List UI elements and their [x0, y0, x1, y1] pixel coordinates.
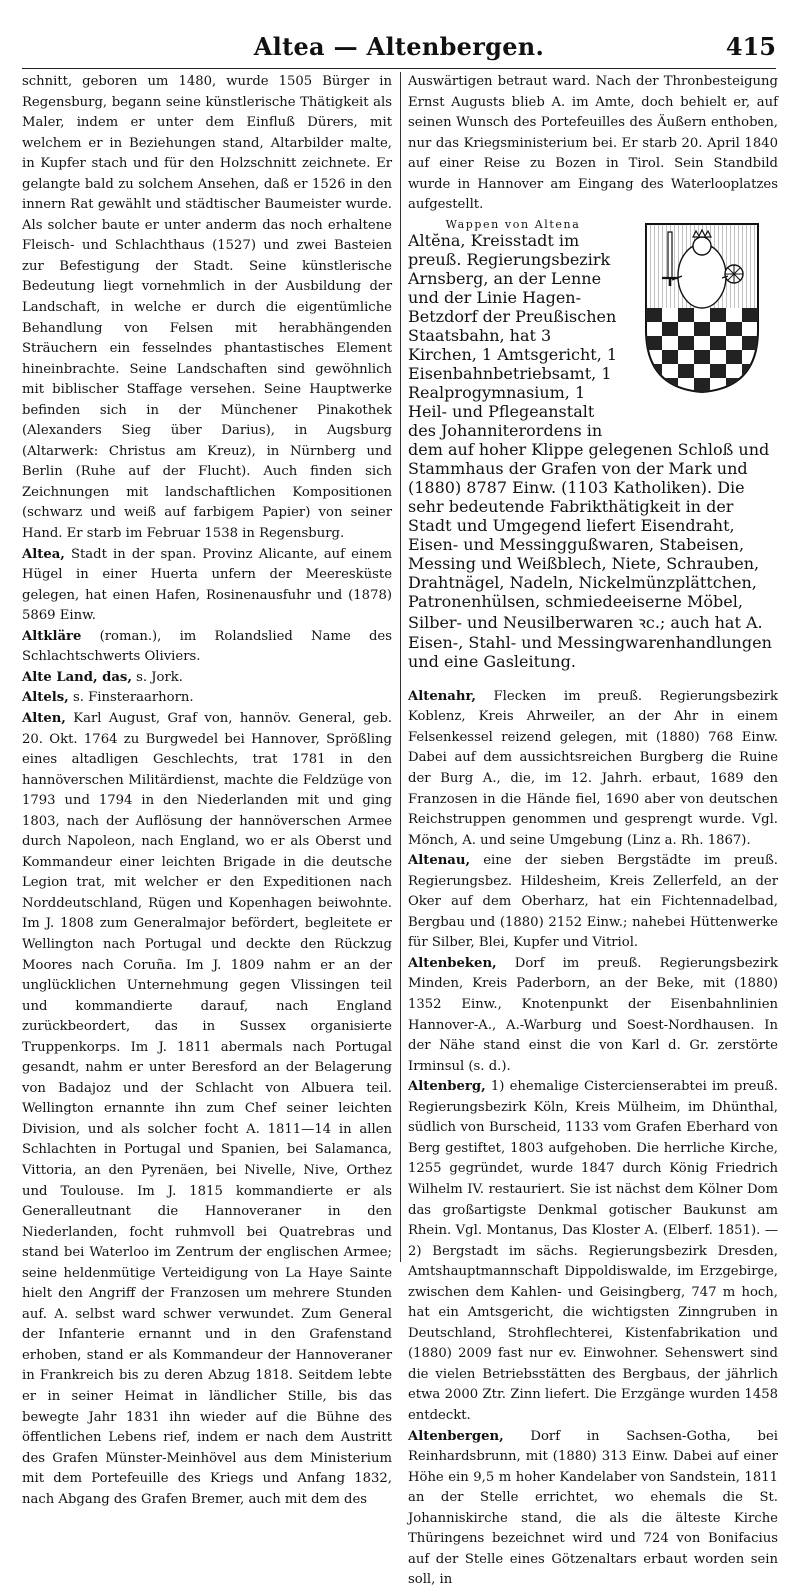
entry-alte-land: Alte Land, das, s. Jork. [22, 669, 183, 685]
headword: Altea, [22, 546, 65, 562]
headword: Altenau, [408, 853, 471, 869]
headword: Altenbeken, [408, 955, 497, 971]
coat-of-arms-figure [626, 220, 778, 420]
coat-of-arms-caption: Wappen von Altena [445, 217, 581, 231]
headword: Altels, [22, 690, 69, 706]
headword: Alte Land, das, [22, 669, 132, 685]
headword: Altenbergen, [408, 1428, 504, 1444]
column-rule [400, 72, 401, 1262]
page-number: 415 [725, 32, 776, 61]
headword: Altĕna, [408, 230, 466, 250]
entry-altea: Altea, Stadt in der span. Provinz Alicante, auf einem Hügel in einer Huerta unfern der Meeresküste gelegen, hat einen Hafen, Rosinenausfuhr und (1878) 5869 Einw. [22, 546, 392, 624]
entry-altklaere: Altkläre (roman.), im Rolandslied Name des Schlachtschwerts Oliviers. [22, 628, 392, 665]
coat-of-arms-altena-icon [642, 220, 762, 396]
entry-altenau: Altenau, eine der sieben Bergstädte im preuß. Regierungsbez. Hildesheim, Kreis Zellerfeld, an der Oker auf dem Oberharz, hat ein Fichtennadelbad, Bergbau und (1880) 2152 Einw.; nahebei Hüttenwerke für Silber, Blei, Kupfer und Vitriol. [408, 853, 778, 951]
headword: Altkläre [22, 628, 82, 644]
entry-altenbeken: Altenbeken, Dorf im preuß. Regierungsbezirk Minden, Kreis Paderborn, an der Beke, mit (1880) 1352 Einw., Knotenpunkt der Eisenbahnlinien Hannover-A., A.-Warburg und Soest-Nordhausen. In der Nähe stand einst die von Karl d. Gr. zerstörte Irminsul (s. d.). [408, 955, 778, 1074]
page-header [22, 28, 776, 69]
entry-alten: Alten, Karl August, Graf von, hannöv. General, geb. 20. Okt. 1764 zu Burgwedel bei Hannover, Sprößling eines altadligen Geschlechts, trat 1781 in den hannöverschen Militärdienst, machte die Feldzüge von 1793 und 1794 in den Niederlanden mit und ging 1803, nach der Auflösung der hannöverschen Armee durch Napoleon, nach England, wo er als Oberst und Kommandeur einer leichten Brigade in die deutsche Legion trat, mit welcher er den Expeditionen nach Norddeutschland, Rügen und Kopenhagen beiwohnte. Im J. 1808 zum Generalmajor befördert, begleitete er Wellington nach Portugal und deckte den Rückzug Moores nach Coruña. Im J. 1809 nahm er an der unglücklichen Unternehmung gegen Vlissingen teil und kommandierte darauf, nach England zurückbeordert, das in Sussex organisierte Truppenkorps. Im J. 1811 abermals nach Portugal gesandt, nahm er unter Beresford an der Belagerung von Badajoz und der Schlacht von Albuera teil. Wellington ernannte ihn zum Chef seiner leichten Division, und als solcher focht A. 1811—14 in allen Schlachten in Portugal und Spanien, bei Salamanca, Vittoria, an den Pyrenäen, bei Nivelle, Nive, Orthez und Toulouse. Im J. 1815 kommandierte er als Generalleutnant die Hannoveraner in den Niederlanden, focht ruhmvoll bei Quatrebras und stand bei Waterloo im Zentrum der englischen Armee; seine heldenmütige Verteidigung von La Haye Sainte hielt den Angriff der Franzosen um mehrere Stunden auf. A. selbst ward schwer verwundet. Zum General der Infanterie ernannt und in den Grafenstand erhoben, stand er als Kommandeur der Hannoveraner in Frankreich bis zu deren Abzug 1818. Seitdem lebte er in seiner Heimat in ländlicher Stille, bis das bewegte Jahr 1831 ihn wieder auf die Bühne des öffentlichen Lebens rief, indem er nach dem Austritt des Grafen Münster-Meinhövel aus dem Ministerium mit dem Portefeuille des Kriegs und Anfang 1832, nach Abgang des Grafen Bremer, auch mit dem des [22, 710, 392, 1507]
running-title: Altea — Altenbergen. [253, 32, 545, 61]
headword: Altenberg, [408, 1079, 486, 1095]
entry-altenberg: Altenberg, 1) ehemalige Cistercienserabtei im preuß. Regierungsbezirk Köln, Kreis Mülheim, im Dhünthal, südlich von Burscheid, 1133 vom Grafen Eberhard von Berg gestiftet, 1803 aufgehoben. Die herrliche Kirche, 1255 gegründet, wurde 1847 durch König Friedrich Wilhelm IV. restauriert. Sie ist nächst dem Kölner Dom das großartigste Denkmal gotischer Baukunst am Rhein. Vgl. Montanus, Das Kloster A. (Elberf. 1851). — 2) Bergstadt im sächs. Regierungsbezirk Dresden, Amtshauptmannschaft Dippoldiswalde, im Erzgebirge, zwischen dem Kahlen- und Geisingberg, 747 m hoch, hat ein Amtsgericht, die wichtigsten Zinngruben in Deutschland, Strohflechterei, Kistenfabrikation und (1880) 2009 fast nur ev. Einwohner. Sehenswert sind die vielen Betriebsstätten des Bergbaus, der jährlich etwa 2000 Ztr. Zinn liefert. Die Erzgänge wurden 1458 entdeckt. [408, 1079, 778, 1423]
headword: Altenahr, [408, 688, 477, 704]
headword: Alten, [22, 710, 66, 726]
text-columns [22, 72, 778, 1588]
entry-altdorfer-continued: schnitt, geboren um 1480, wurde 1505 Bürger in Regensburg, begann seine künstlerische Thätigkeit als Maler, indem er unter dem Einfluß Dürers, mit welchem er in Beziehungen stand, Altarbilder malte, in Kupfer stach und für den Holzschnitt zeichnete. Er gelangte bald zu solchem Ansehen, daß er 1526 in den innern Rat gewählt und städtischer Baumeister wurde. Als solcher baute er unter anderm das noch erhaltene Fleisch- und Schlachthaus (1527) und zwei Basteien zur Befestigung der Stadt. Seine künstlerische Bedeutung liegt vornehmlich in der Ausbildung der Landschaft, in welche er durch die eigentümliche Behandlung von Felsen mit herabhängenden Sträuchern ein fesselndes phantastisches Element hineinbrachte. Seine Landschaften sind gewöhnlich mit biblischer Staffage versehen. Seine Hauptwerke befinden sich in der Münchener Pinakothek (Alexanders Sieg über Darius), in Augsburg (Altarwerk: Christus am Kreuz), in Nürnberg und Berlin (Ruhe auf der Flucht). Auch finden sich Zeichnungen mit landschaftlichen Kompositionen (schwarz und weiß auf farbigem Papier) von seiner Hand. Er starb im Februar 1538 in Regensburg. [22, 74, 392, 542]
right-column: Auswärtigen betraut ward. Nach der Thronbesteigung Ernst Augusts blieb A. im Amte, doch behielt er, auf seinen Wunsch des Portefeuilles des Äußern enthoben, nur das Kriegsministerium bei. Er starb 20. April 1840 auf einer Reise zu Bozen in Tirol. Sein Standbild wurde in Hannover am Eingang des Waterlooplatzes aufgestellt. Wappen von Altena Altĕna, Kreisstadt im preuß. Regierungsbezirk Arnsberg, an der Lenne und der Linie Hagen-Betzdorf der Preußischen Staatsbahn, hat 3 Kirchen, 1 Amtsgericht, 1 Eisenbahnbetriebsamt, 1 Realprogymnasium, 1 Heil- und Pflegeanstalt des Johanniterordens in dem auf hoher Klippe gelegenen Schloß und Stammhaus der Grafen von der Mark und (1880) 8787 Einw. (1103 Katholiken). Die sehr bedeutende Fabrikthätigkeit in der Stadt und Umgegend liefert Eisendraht, Eisen- und Messinggußwaren, Stabeisen, Messing und Weißblech, Niete, Schrauben, Drahtnägel, Nadeln, Nickelmünzplättchen, Patronenhülsen, schmiedeeiserne Möbel, Silber- und Neusilberwaren ꝛc.; auch hat A. Eisen-, Stahl- und Messingwarenhandlungen und eine Gasleitung. Altenahr, Flecken im preuß. Regierungsbezirk Koblenz, Kreis Ahrweiler, an der Ahr in einem Felsenkessel reizend gelegen, mit (1880) 768 Einw. Dabei auf dem aussichtsreichen Burgberg die Ruine der Burg A., die, im 12. Jahrh. erbaut, 1689 den Franzosen in die Hände fiel, 1690 aber von deutschen Reichstruppen genommen und gesprengt wurde. Vgl. Mönch, A. und seine Umgebung (Linz a. Rh. 1867). Altenau, eine der sieben Bergstädte im preuß. Regierungsbez. Hildesheim, Kreis Zellerfeld, an der Oker auf dem Oberharz, hat ein Fichtennadelbad, Bergbau und (1880) 2152 Einw.; nahebei Hüttenwerke für Silber, Blei, Kupfer und Vitriol. Altenbeken, Dorf im preuß. Regierungsbezirk Minden, Kreis Paderborn, an der Beke, mit (1880) 1352 Einw., Knotenpunkt der Eisenbahnlinien Hannover-A., A.-Warburg und Soest-Nordhausen. In der Nähe stand einst die von Karl d. Gr. zerstörte Irminsul (s. d.). Altenberg, 1) ehemalige Cistercienserabtei im preuß. Regierungsbezirk Köln, Kreis Mülheim, im Dhünthal, südlich von Burscheid, 1133 vom Grafen Eberhard von Berg gestiftet, 1803 aufgehoben. Die herrliche Kirche, 1255 gegründet, wurde 1847 durch König Friedrich Wilhelm IV. restauriert. Sie ist nächst dem Kölner Dom das großartigste Denkmal gotischer Baukunst am Rhein. Vgl. Montanus, Das Kloster A. (Elberf. 1851). — 2) Bergstadt im sächs. Regierungsbezirk Dresden, Amtshauptmannschaft Dippoldiswalde, im Erzgebirge, zwischen dem Kahlen- und Geisingberg, 747 m hoch, hat ein Amtsgericht, die wichtigsten Zinngruben in Deutschland, Strohflechterei, Kistenfabrikation und (1880) 2009 fast nur ev. Einwohner. Sehenswert sind die vielen Betriebsstätten des Bergbaus, der jährlich etwa 2000 Ztr. Zinn liefert. Die Erzgänge wurden 1458 entdeckt. Altenbergen, Dorf in Sachsen-Gotha, bei Reinhardsbrunn, mit (1880) 313 Einw. Dabei auf einer Höhe ein 9,5 m hoher Kandelaber von Sandstein, 1811 an der Stelle errichtet, wo ehemals die St. Johanniskirche stand, die als die älteste Kirche Thüringens bezeichnet wird und 724 von Bonifacius auf der Stelle eines Götzenaltars erbaut worden sein soll, in [408, 72, 778, 1262]
entry-altels: Altels, s. Finsteraarhorn. [22, 690, 194, 706]
entry-altenahr: Altenahr, Flecken im preuß. Regierungsbezirk Koblenz, Kreis Ahrweiler, an der Ahr in einem Felsenkessel reizend gelegen, mit (1880) 768 Einw. Dabei auf dem aussichtsreichen Burgberg die Ruine der Burg A., die, im 12. Jahrh. erbaut, 1689 den Franzosen in die Hände fiel, 1690 aber von deutschen Reichstruppen genommen und gesprengt wurde. Vgl. Mönch, A. und seine Umgebung (Linz a. Rh. 1867). [408, 688, 778, 848]
left-column [22, 72, 392, 1507]
entry-alten-continued: Auswärtigen betraut ward. Nach der Thronbesteigung Ernst Augusts blieb A. im Amte, doch behielt er, auf seinen Wunsch des Portefeuilles des Äußern enthoben, nur das Kriegsministerium bei. Er starb 20. April 1840 auf einer Reise zu Bozen in Tirol. Sein Standbild wurde in Hannover am Eingang des Waterlooplatzes aufgestellt. [408, 74, 778, 213]
entry-altenbergen: Altenbergen, Dorf in Sachsen-Gotha, bei Reinhardsbrunn, mit (1880) 313 Einw. Dabei auf einer Höhe ein 9,5 m hoher Kandelaber von Sandstein, 1811 an der Stelle errichtet, wo ehemals die St. Johanniskirche stand, die als die älteste Kirche Thüringens bezeichnet wird und 724 von Bonifacius auf der Stelle eines Götzenaltars erbaut worden sein soll, in [408, 1428, 778, 1588]
